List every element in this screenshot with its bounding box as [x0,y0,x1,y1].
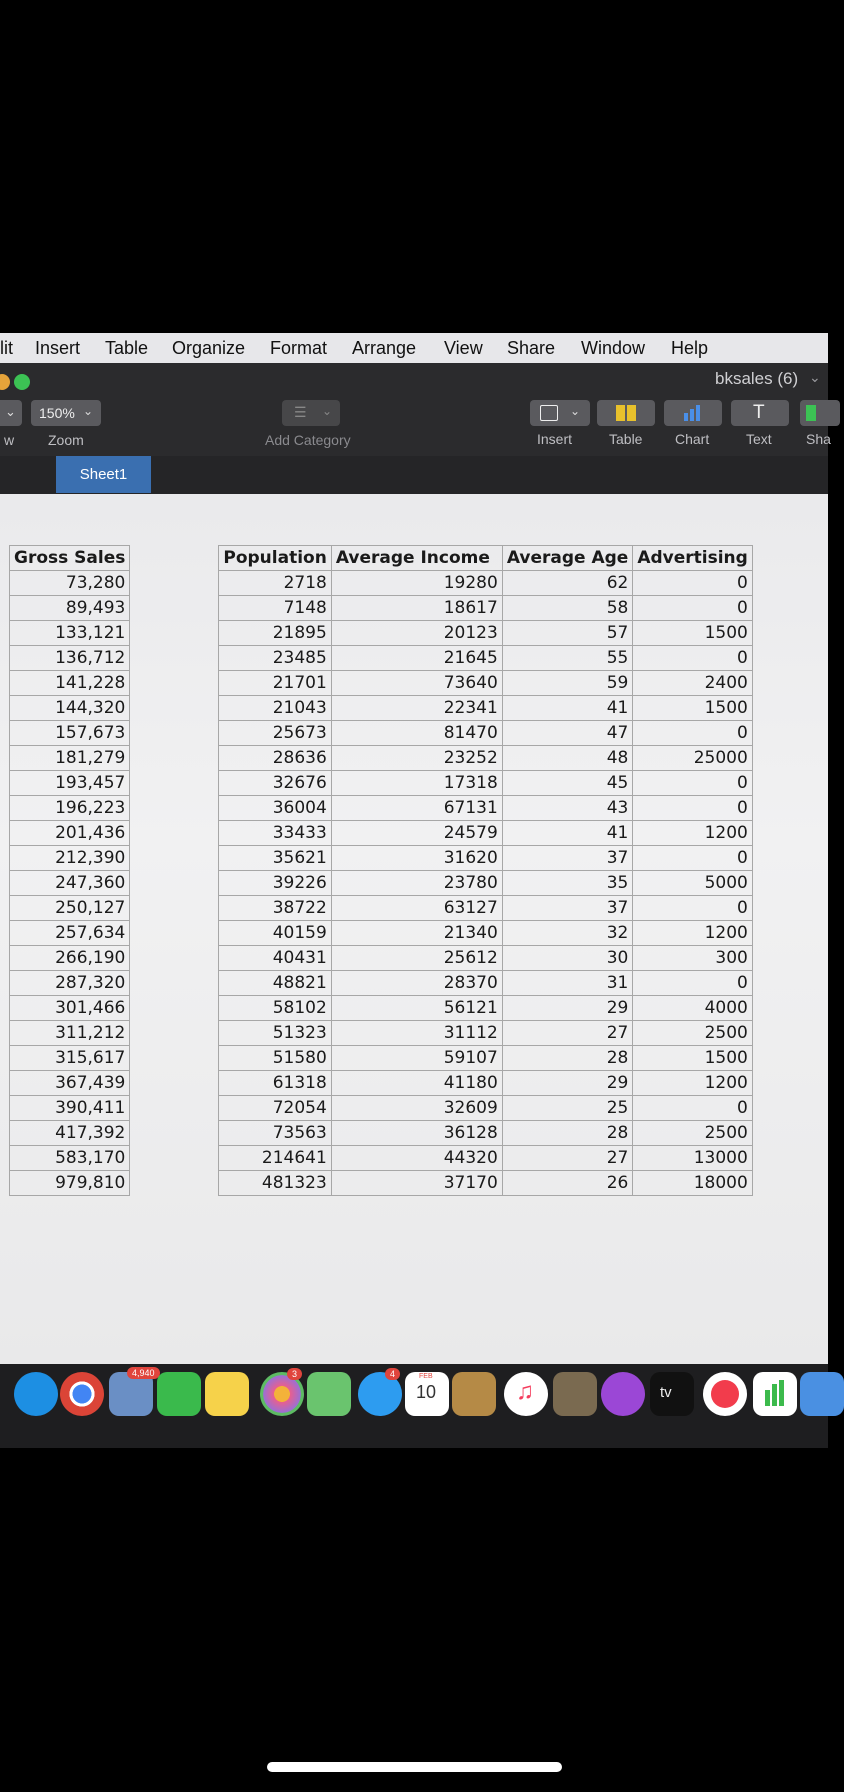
population-cell[interactable]: 33433 [219,821,331,846]
add-category-label: Add Category [265,432,351,448]
average-income-cell[interactable]: 31112 [331,1021,502,1046]
table-row [10,696,753,721]
average-income-cell[interactable]: 24579 [331,821,502,846]
text-label: Text [746,431,772,447]
average-age-cell[interactable]: 41 [502,821,633,846]
gross-sales-cell[interactable]: 287,320 [10,971,130,996]
average-age-cell[interactable]: 27 [502,1146,633,1171]
menu-edit[interactable]: lit [0,338,13,358]
population-cell[interactable]: 28636 [219,746,331,771]
messages-badge: 4 [385,1368,400,1380]
chart-icon-bar [690,409,694,421]
table-row [10,1171,753,1196]
average-age-cell[interactable]: 41 [502,696,633,721]
average-income-cell[interactable]: 32609 [331,1096,502,1121]
average-income-cell[interactable]: 18617 [331,596,502,621]
numbers-icon-bar [765,1390,770,1406]
average-age-cell[interactable]: 28 [502,1121,633,1146]
table-row [10,1021,753,1046]
population-cell[interactable]: 25673 [219,721,331,746]
gross-sales-cell[interactable]: 315,617 [10,1046,130,1071]
population-cell[interactable]: 38722 [219,896,331,921]
average-income-cell[interactable]: 31620 [331,846,502,871]
notes-icon[interactable] [205,1372,249,1416]
spacer-cell [130,1146,219,1171]
calendar-icon[interactable] [405,1372,449,1416]
calendar-month: FEB [419,1373,433,1380]
chart-label: Chart [675,431,710,447]
spacer-cell [130,1046,219,1071]
chevron-down-icon: ⌄ [83,404,94,418]
population-cell[interactable]: 21701 [219,671,331,696]
table-row [10,821,753,846]
population-cell[interactable]: 214641 [219,1146,331,1171]
average-income-cell[interactable]: 19280 [331,571,502,596]
population-cell[interactable]: 39226 [219,871,331,896]
menu-window[interactable]: Window [581,338,646,358]
news-icon[interactable] [703,1372,747,1416]
view-button[interactable] [0,400,22,426]
population-cell[interactable]: 35621 [219,846,331,871]
music-note-icon: ♫ [516,1378,534,1405]
spacer-cell [130,771,219,796]
spacer-cell [130,1071,219,1096]
gross-sales-cell[interactable]: 133,121 [10,621,130,646]
numbers-icon-bar [779,1380,784,1406]
average-income-cell[interactable]: 17318 [331,771,502,796]
table-row [10,721,753,746]
average-age-cell[interactable]: 48 [502,746,633,771]
data-table [9,545,753,1196]
menu-arrange[interactable]: Arrange [352,338,417,358]
table-row [10,571,753,596]
title-chevron-icon[interactable]: ⌄ [809,369,821,385]
population-cell[interactable]: 21043 [219,696,331,721]
advertising-cell[interactable]: 0 [633,571,753,596]
average-age-cell[interactable]: 31 [502,971,633,996]
table-icon [616,405,636,421]
advertising-cell[interactable]: 0 [633,846,753,871]
advertising-cell[interactable]: 0 [633,646,753,671]
advertising-cell[interactable]: 13000 [633,1146,753,1171]
spacer-cell [130,646,219,671]
spacer-cell [130,1021,219,1046]
average-age-cell[interactable]: 28 [502,1046,633,1071]
gross-sales-cell[interactable]: 136,712 [10,646,130,671]
facetime-icon[interactable] [157,1372,201,1416]
average-age-cell[interactable]: 47 [502,721,633,746]
spacer-cell [130,721,219,746]
gross-sales-cell[interactable]: 266,190 [10,946,130,971]
appletv-label: tv [660,1384,672,1401]
table-row [10,1046,753,1071]
header-gross-sales[interactable]: Gross Sales [10,546,130,571]
advertising-cell[interactable]: 1200 [633,1071,753,1096]
average-age-cell[interactable]: 29 [502,1071,633,1096]
keynote-icon[interactable] [800,1372,844,1416]
table-row [10,871,753,896]
chart-icon [684,413,688,421]
insert-button[interactable] [530,400,590,426]
advertising-cell[interactable]: 0 [633,971,753,996]
average-age-cell[interactable]: 30 [502,946,633,971]
tab-sheet1[interactable]: Sheet1 [56,456,151,493]
toolbar [0,363,831,456]
average-age-cell[interactable]: 37 [502,846,633,871]
spacer-cell [130,896,219,921]
spacer-cell [130,821,219,846]
spacer-cell [130,571,219,596]
spacer-column [130,546,219,571]
table-row [10,971,753,996]
average-income-cell[interactable]: 36128 [331,1121,502,1146]
photos-badge: 3 [287,1368,302,1380]
advertising-cell[interactable]: 0 [633,721,753,746]
chrome-icon[interactable] [60,1372,104,1416]
table-label: Table [609,431,643,447]
population-cell[interactable]: 73563 [219,1121,331,1146]
spacer-cell [130,1096,219,1121]
average-age-cell[interactable]: 32 [502,921,633,946]
table-row [10,921,753,946]
menu-bar [0,333,828,363]
spacer-cell [130,971,219,996]
population-cell[interactable]: 36004 [219,796,331,821]
zoom-label: Zoom [48,432,84,448]
table-row [10,746,753,771]
advertising-cell[interactable]: 2500 [633,1121,753,1146]
average-income-cell[interactable]: 67131 [331,796,502,821]
preview-badge: 4,940 [127,1367,160,1379]
average-income-cell[interactable]: 21645 [331,646,502,671]
population-cell[interactable]: 2718 [219,571,331,596]
advertising-cell[interactable]: 0 [633,1096,753,1121]
home-indicator[interactable] [267,1762,562,1772]
spacer-cell [130,1121,219,1146]
table-row [10,771,753,796]
gross-sales-cell[interactable]: 311,212 [10,1021,130,1046]
podcasts-icon[interactable] [601,1372,645,1416]
safari-icon[interactable] [14,1372,58,1416]
gross-sales-cell[interactable]: 157,673 [10,721,130,746]
gross-sales-cell[interactable]: 257,634 [10,921,130,946]
menu-insert[interactable]: Insert [35,338,81,358]
average-income-cell[interactable]: 81470 [331,721,502,746]
calendar-day: 10 [416,1382,437,1402]
contacts-icon[interactable] [452,1372,496,1416]
list-icon: ☰ [294,404,307,420]
advertising-cell[interactable]: 0 [633,896,753,921]
chart-icon-bar [696,405,700,421]
average-income-cell[interactable]: 37170 [331,1171,502,1196]
table-row [10,1071,753,1096]
table-row [10,621,753,646]
music-icon[interactable] [504,1372,548,1416]
advertising-cell[interactable]: 1200 [633,921,753,946]
spacer-cell [130,696,219,721]
average-income-cell[interactable]: 73640 [331,671,502,696]
menu-organize[interactable]: Organize [172,338,246,358]
text-icon: T [753,402,765,423]
spacer-cell [130,921,219,946]
gross-sales-cell[interactable]: 250,127 [10,896,130,921]
table-row [10,596,753,621]
spacer-cell [130,846,219,871]
gross-sales-cell[interactable]: 212,390 [10,846,130,871]
population-cell[interactable]: 51580 [219,1046,331,1071]
header-advertising[interactable]: Advertising [633,546,753,571]
menu-format[interactable]: Format [270,338,328,358]
menu-share[interactable]: Share [507,338,556,358]
news-icon-mark [711,1380,739,1408]
population-cell[interactable]: 40431 [219,946,331,971]
table-header-row [10,546,753,571]
gross-sales-cell[interactable]: 196,223 [10,796,130,821]
gross-sales-cell[interactable]: 73,280 [10,571,130,596]
average-income-cell[interactable]: 20123 [331,621,502,646]
table-row [10,896,753,921]
gross-sales-cell[interactable]: 390,411 [10,1096,130,1121]
average-income-cell[interactable]: 44320 [331,1146,502,1171]
advertising-cell[interactable]: 0 [633,596,753,621]
average-income-cell[interactable]: 56121 [331,996,502,1021]
advertising-cell[interactable]: 1200 [633,821,753,846]
advertising-cell[interactable]: 0 [633,796,753,821]
advertising-cell[interactable]: 300 [633,946,753,971]
table-row [10,646,753,671]
view-label: w [4,432,15,448]
garageband-icon[interactable] [553,1372,597,1416]
chart-button[interactable] [664,400,722,426]
average-age-cell[interactable]: 62 [502,571,633,596]
population-cell[interactable]: 7148 [219,596,331,621]
gross-sales-cell[interactable]: 247,360 [10,871,130,896]
dock [0,1364,828,1448]
spacer-cell [130,621,219,646]
table-row [10,846,753,871]
table-row [10,796,753,821]
spacer-cell [130,671,219,696]
table-button[interactable] [597,400,655,426]
gross-sales-cell[interactable]: 141,228 [10,671,130,696]
sheet-tab-bar [0,456,828,494]
average-income-cell[interactable]: 23780 [331,871,502,896]
chevron-down-icon: ⌄ [570,404,581,418]
share-label: Sha [806,431,831,447]
advertising-cell[interactable]: 5000 [633,871,753,896]
population-cell[interactable]: 51323 [219,1021,331,1046]
header-population[interactable]: Population [219,546,331,571]
spacer-cell [130,1171,219,1196]
gross-sales-cell[interactable]: 193,457 [10,771,130,796]
average-income-cell[interactable]: 28370 [331,971,502,996]
advertising-cell[interactable]: 1500 [633,1046,753,1071]
gross-sales-cell[interactable]: 201,436 [10,821,130,846]
average-income-cell[interactable]: 63127 [331,896,502,921]
appletv-icon[interactable] [650,1372,694,1416]
advertising-cell[interactable]: 25000 [633,746,753,771]
advertising-cell[interactable]: 2500 [633,1021,753,1046]
table-row [10,1096,753,1121]
menu-help[interactable]: Help [671,338,709,358]
add-category-button[interactable] [282,400,340,426]
advertising-cell[interactable]: 1500 [633,621,753,646]
table-row [10,671,753,696]
average-age-cell[interactable]: 26 [502,1171,633,1196]
average-income-cell[interactable]: 23252 [331,746,502,771]
advertising-cell[interactable]: 1500 [633,696,753,721]
spacer-cell [130,871,219,896]
advertising-cell[interactable]: 0 [633,771,753,796]
average-age-cell[interactable]: 57 [502,621,633,646]
average-age-cell[interactable]: 29 [502,996,633,1021]
share-icon [806,405,816,421]
text-button[interactable] [731,400,789,426]
chevron-down-icon: ⌄ [322,404,333,418]
population-cell[interactable]: 48821 [219,971,331,996]
chevron-down-icon: ⌄ [5,404,16,419]
population-cell[interactable]: 61318 [219,1071,331,1096]
share-button[interactable] [800,400,840,426]
insert-label: Insert [537,431,573,447]
spacer-cell [130,746,219,771]
gross-sales-cell[interactable]: 144,320 [10,696,130,721]
average-age-cell[interactable]: 58 [502,596,633,621]
average-age-cell[interactable]: 55 [502,646,633,671]
menu-table[interactable]: Table [105,338,149,358]
average-age-cell[interactable]: 35 [502,871,633,896]
advertising-cell[interactable]: 4000 [633,996,753,1021]
population-cell[interactable]: 72054 [219,1096,331,1121]
table-row [10,996,753,1021]
minimize-window-button[interactable] [0,374,10,390]
gross-sales-cell[interactable]: 89,493 [10,596,130,621]
population-cell[interactable]: 21895 [219,621,331,646]
gross-sales-cell[interactable]: 583,170 [10,1146,130,1171]
average-age-cell[interactable]: 25 [502,1096,633,1121]
zoom-value: 150% [39,405,75,421]
average-income-cell[interactable]: 22341 [331,696,502,721]
population-cell[interactable]: 23485 [219,646,331,671]
spacer-cell [130,796,219,821]
gross-sales-cell[interactable]: 417,392 [10,1121,130,1146]
document-title[interactable]: bksales (6) [715,369,799,388]
numbers-icon[interactable] [753,1372,797,1416]
gross-sales-cell[interactable]: 301,466 [10,996,130,1021]
zoom-select[interactable] [31,400,101,426]
insert-icon [540,405,558,421]
gross-sales-cell[interactable]: 979,810 [10,1171,130,1196]
maps-icon[interactable] [307,1372,351,1416]
average-age-cell[interactable]: 43 [502,796,633,821]
gross-sales-cell[interactable]: 367,439 [10,1071,130,1096]
advertising-cell[interactable]: 18000 [633,1171,753,1196]
table-row [10,1146,753,1171]
table-row [10,1121,753,1146]
header-average-age[interactable]: Average Age [502,546,633,571]
average-income-cell[interactable]: 59107 [331,1046,502,1071]
menu-view[interactable]: View [444,338,483,358]
population-cell[interactable]: 58102 [219,996,331,1021]
average-age-cell[interactable]: 45 [502,771,633,796]
spacer-cell [130,946,219,971]
spacer-cell [130,596,219,621]
average-income-cell[interactable]: 25612 [331,946,502,971]
advertising-cell[interactable]: 2400 [633,671,753,696]
gross-sales-cell[interactable]: 181,279 [10,746,130,771]
population-cell[interactable]: 32676 [219,771,331,796]
average-income-cell[interactable]: 41180 [331,1071,502,1096]
spacer-cell [130,996,219,1021]
numbers-icon-bar [772,1384,777,1406]
zoom-window-button[interactable] [14,374,30,390]
population-cell[interactable]: 40159 [219,921,331,946]
average-age-cell[interactable]: 59 [502,671,633,696]
population-cell[interactable]: 481323 [219,1171,331,1196]
average-age-cell[interactable]: 27 [502,1021,633,1046]
average-income-cell[interactable]: 21340 [331,921,502,946]
average-age-cell[interactable]: 37 [502,896,633,921]
header-average-income[interactable]: Average Income [331,546,502,571]
table-row [10,946,753,971]
